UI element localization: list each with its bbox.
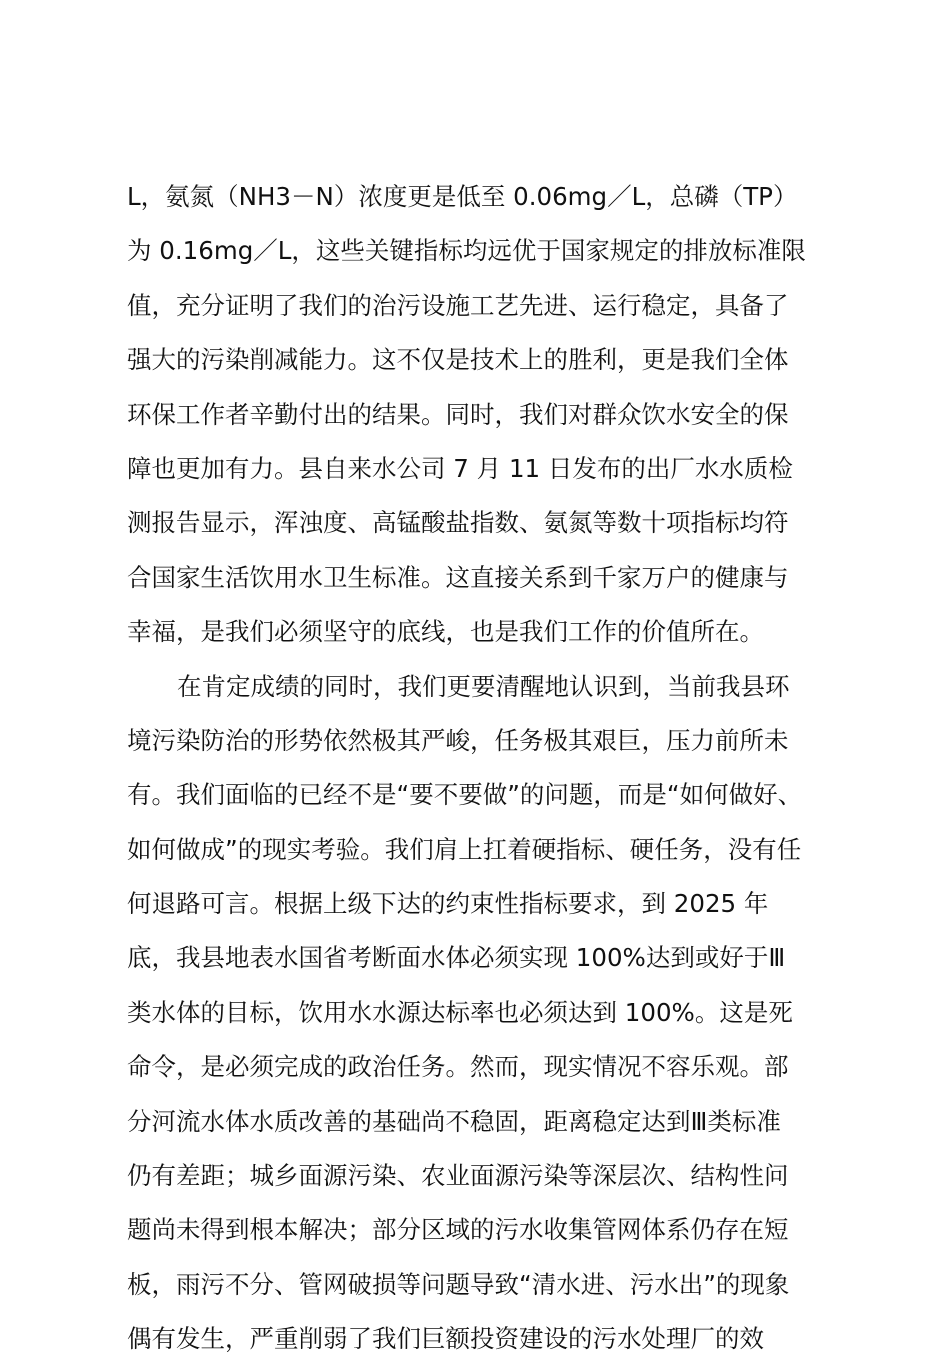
text-line: 为 0.16mg／L，这些关键指标均远优于国家规定的排放标准限 [127, 236, 806, 266]
text-line: 强大的污染削减能力。这不仅是技术上的胜利，更是我们全体 [127, 345, 789, 375]
text-line: 境污染防治的形势依然极其严峻，任务极其艰巨，压力前所未 [127, 725, 789, 755]
text-line: 环保工作者辛勤付出的结果。同时，我们对群众饮水安全的保 [127, 399, 789, 429]
text-line: 类水体的目标，饮用水水源达标率也必须达到 100%。这是死 [127, 997, 793, 1027]
text-line: 如何做成”的现实考验。我们肩上扛着硬指标、硬任务，没有任 [127, 834, 802, 864]
text-line: 何退路可言。根据上级下达的约束性指标要求，到 2025 年 [127, 889, 769, 919]
text-line: 合国家生活饮用水卫生标准。这直接关系到千家万户的健康与 [127, 562, 789, 592]
text-line: 偶有发生，严重削弱了我们巨额投资建设的污水处理厂的效 [127, 1324, 764, 1354]
text-line: 底，我县地表水国省考断面水体必须实现 100%达到或好于Ⅲ [127, 943, 786, 973]
text-line: 仍有差距；城乡面源污染、农业面源污染等深层次、结构性问 [127, 1161, 789, 1191]
text-line: 有。我们面临的已经不是“要不要做”的问题，而是“如何做好、 [127, 780, 803, 810]
text-line: 幸福，是我们必须坚守的底线，也是我们工作的价值所在。 [127, 617, 764, 647]
text-line: L，氨氮（NH3－N）浓度更是低至 0.06mg／L，总磷（TP） [127, 182, 798, 211]
text-line: 值，充分证明了我们的治污设施工艺先进、运行稳定，具备了 [127, 290, 789, 320]
text-line: 分河流水体水质改善的基础尚不稳固，距离稳定达到Ⅲ类标准 [127, 1106, 781, 1136]
text-line: 命令，是必须完成的政治任务。然而，现实情况不容乐观。部 [127, 1052, 789, 1082]
text-line: 板，雨污不分、管网破损等问题导致“清水进、污水出”的现象 [127, 1269, 790, 1299]
text-line: 障也更加有力。县自来水公司 7 月 11 日发布的出厂水水质检 [127, 453, 793, 483]
text-line: 题尚未得到根本解决；部分区域的污水收集管网体系仍存在短 [127, 1215, 789, 1245]
body-text [127, 170, 837, 1367]
text-line: 测报告显示，浑浊度、高锰酸盐指数、氨氮等数十项指标均符 [127, 508, 789, 538]
paragraph-first-line: 在肯定成绩的同时，我们更要清醒地认识到，当前我县环 [177, 671, 790, 701]
